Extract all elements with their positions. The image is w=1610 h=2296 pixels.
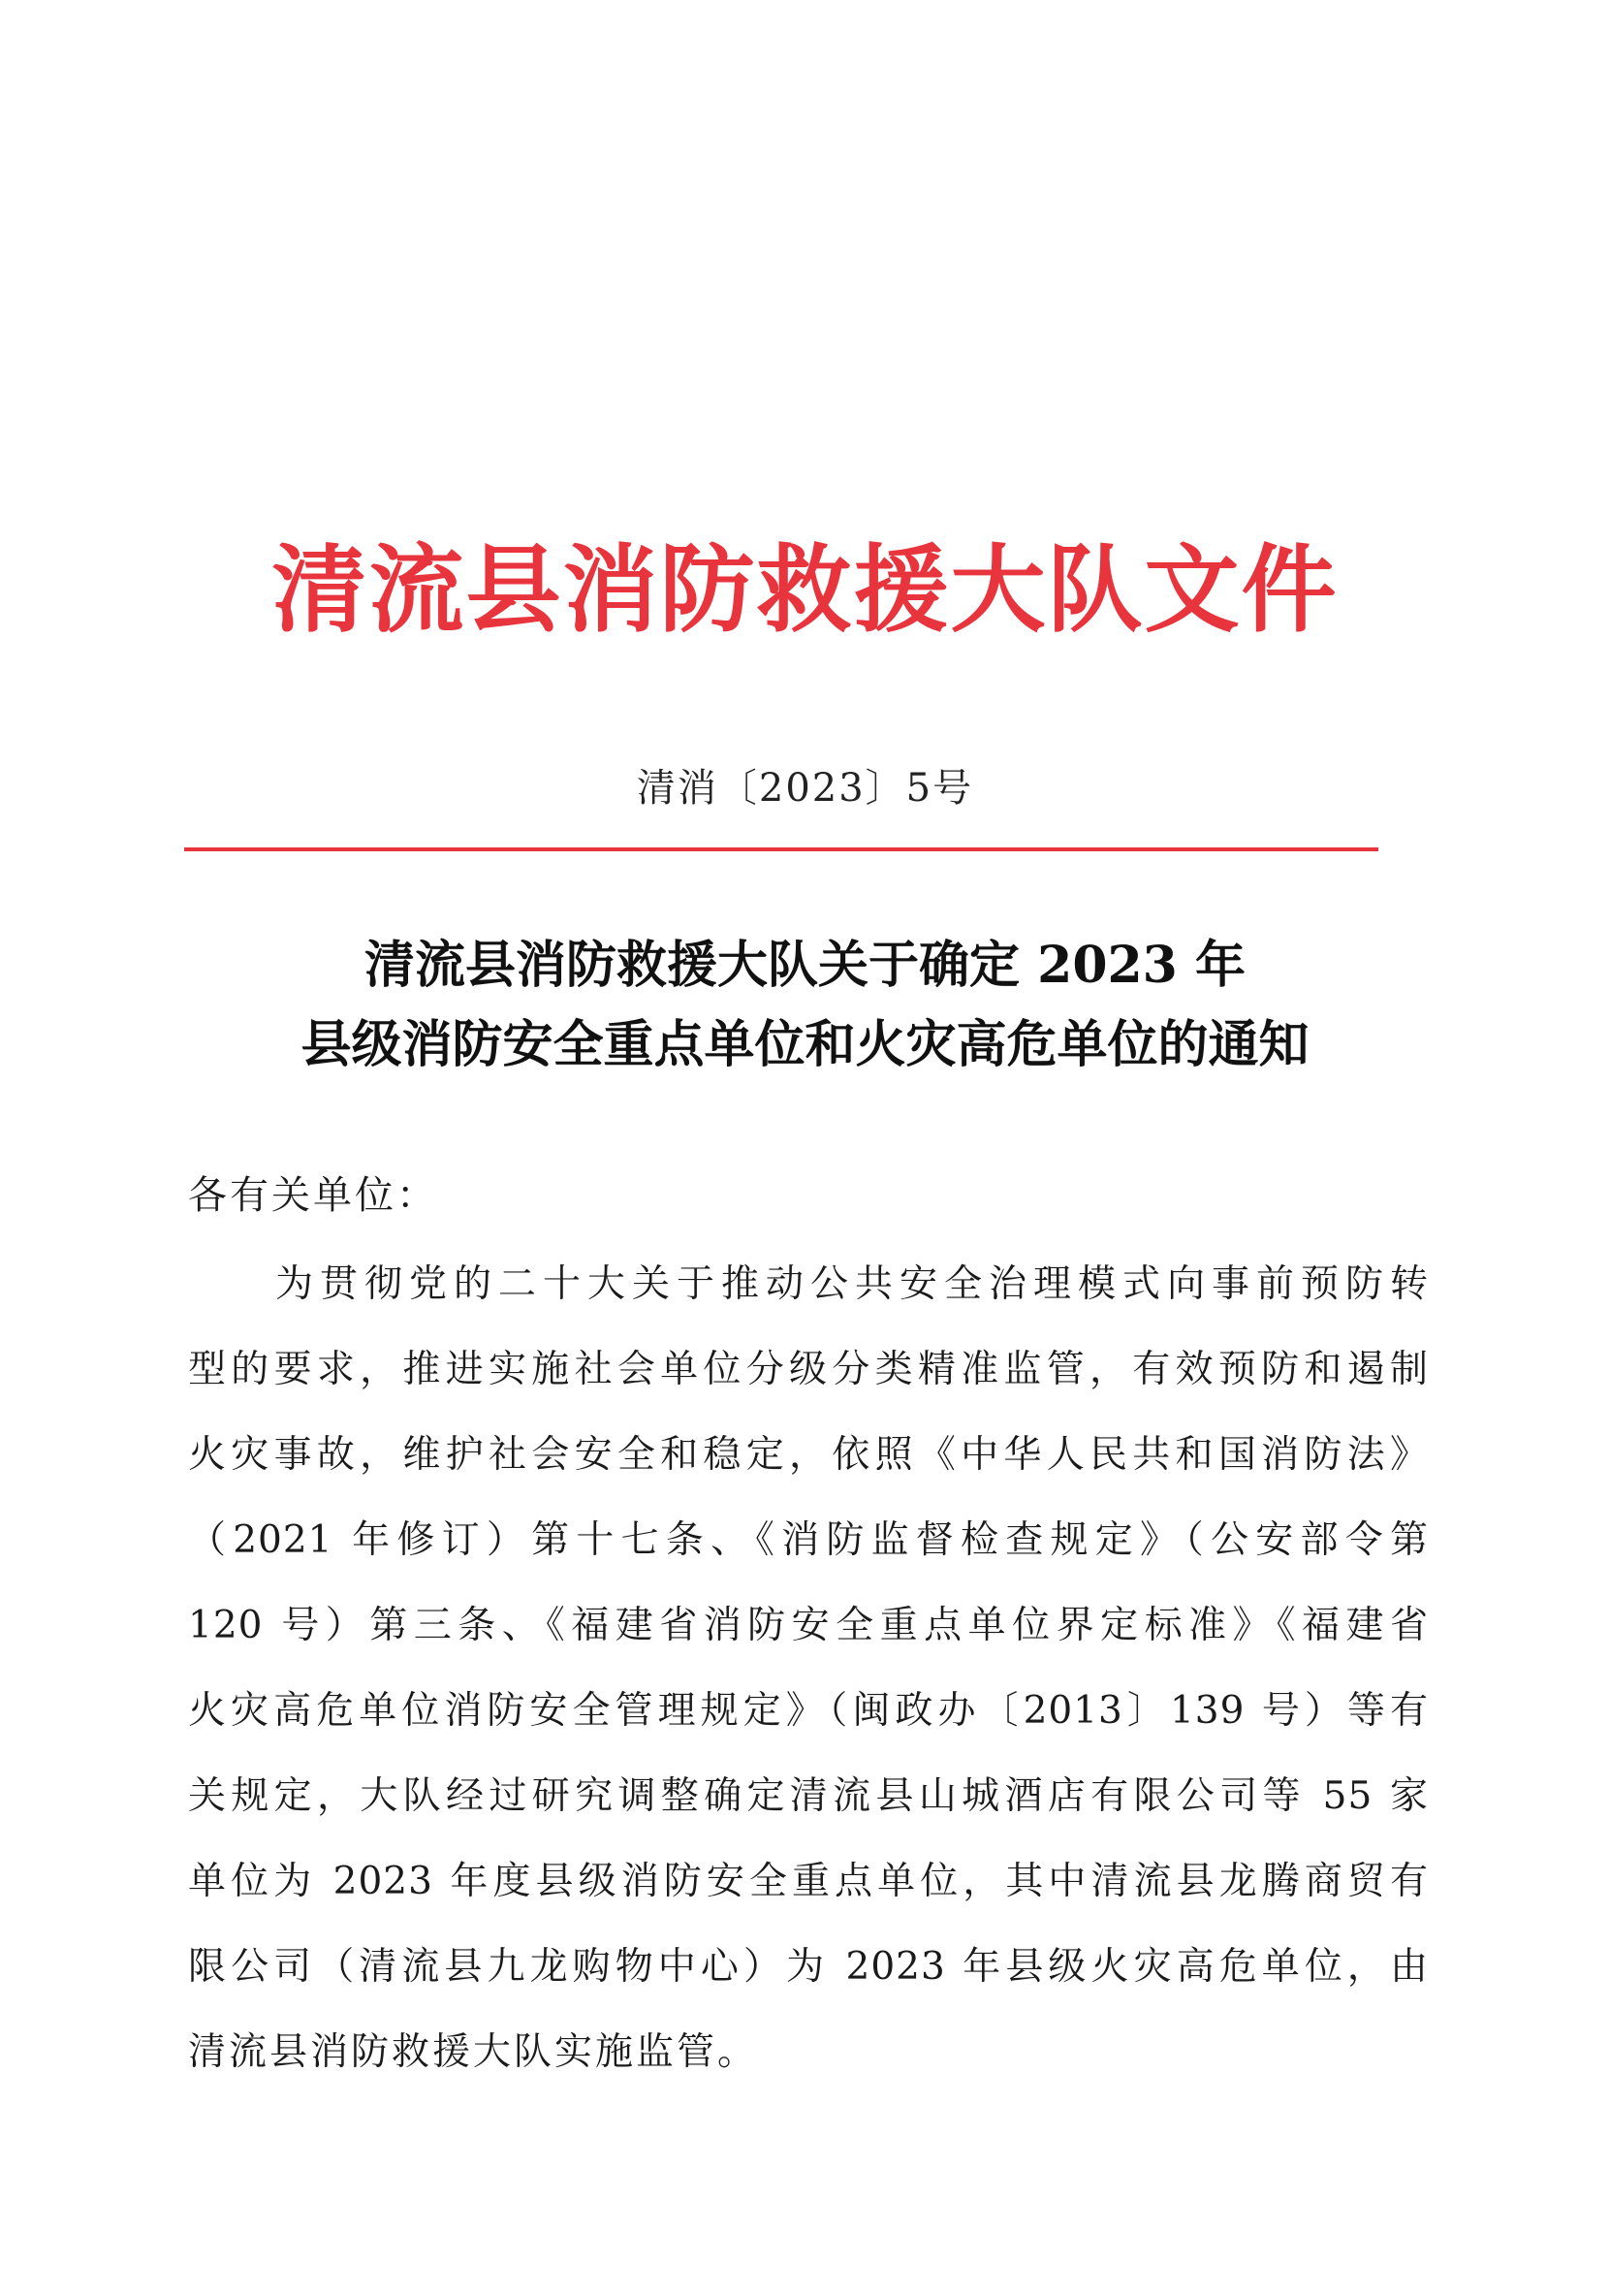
body-line: 为贯彻党的二十大关于推动公共安全治理模式向事前预防转 bbox=[275, 1262, 1429, 1306]
body-line: 120 号）第三条、《福建省消防安全重点单位界定标准》《福建省 bbox=[188, 1604, 1429, 1647]
red-separator-line bbox=[184, 847, 1378, 851]
salutation: 各有关单位： bbox=[188, 1173, 438, 1218]
notice-title-line-2: 县级消防安全重点单位和火灾高危单位的通知 bbox=[300, 1015, 1310, 1074]
letterhead-title: 清流县消防救援大队文件 bbox=[271, 534, 1339, 646]
body-line: 清流县消防救援大队实施监管。 bbox=[188, 2030, 759, 2074]
document-number: 清消〔2023〕5号 bbox=[636, 766, 974, 811]
body-line: 关规定，大队经过研究调整确定清流县山城酒店有限公司等 55 家 bbox=[188, 1774, 1429, 1818]
body-line: 型的要求，推进实施社会单位分级分类精准监管，有效预防和遏制 bbox=[188, 1348, 1429, 1391]
body-line: 限公司（清流县九龙购物中心）为 2023 年县级火灾高危单位，由 bbox=[188, 1945, 1429, 1989]
notice-title-line-1: 清流县消防救援大队关于确定 2023 年 bbox=[364, 936, 1246, 995]
body-line: 火灾高危单位消防安全管理规定》（闽政办〔2013〕139 号）等有 bbox=[188, 1689, 1429, 1733]
body-paragraph bbox=[188, 1260, 1429, 2114]
body-line: 火灾事故，维护社会安全和稳定，依照《中华人民共和国消防法》 bbox=[188, 1433, 1429, 1477]
notice-title bbox=[0, 926, 1610, 1085]
body-line: （2021 年修订）第十七条、《消防监督检查规定》（公安部令第 bbox=[188, 1518, 1429, 1562]
body-line: 单位为 2023 年度县级消防安全重点单位，其中清流县龙腾商贸有 bbox=[188, 1860, 1429, 1903]
